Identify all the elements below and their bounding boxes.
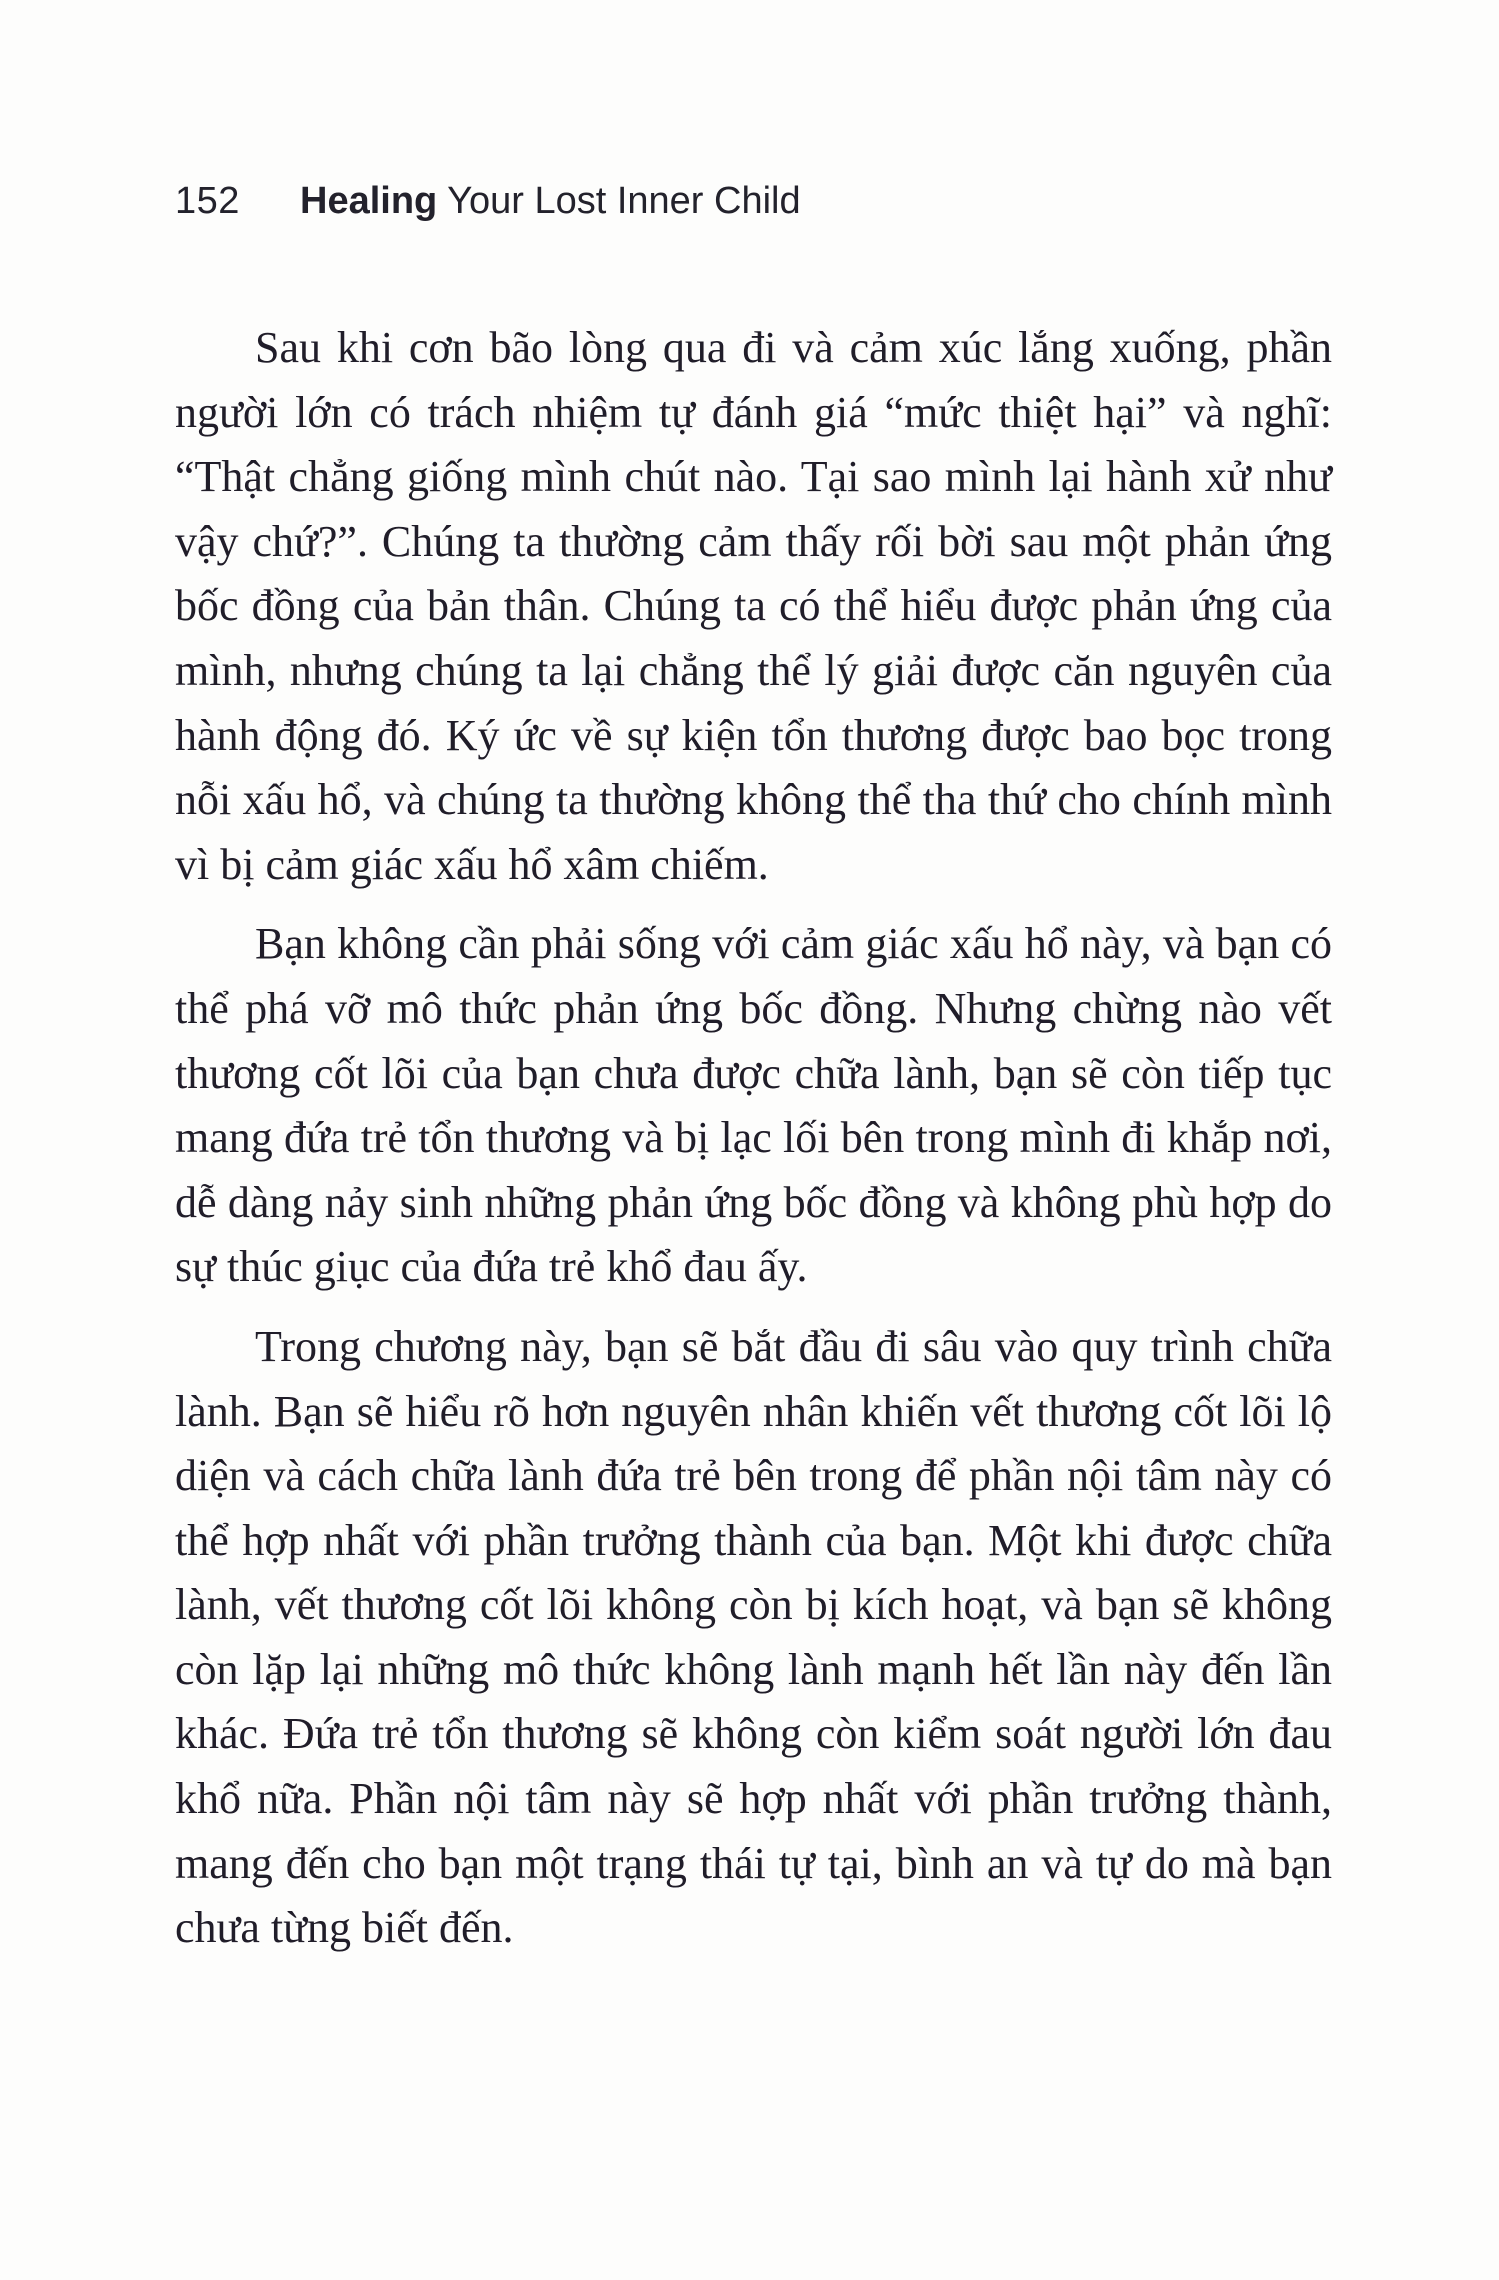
- page-body-text: [175, 316, 1332, 1976]
- paragraph: Sau khi cơn bão lòng qua đi và cảm xúc lắng xuống, phần người lớn có trách nhiệm tự đánh giá “mức thiệt hại” và nghĩ: “Thật chẳng giống mình chút nào. Tại sao mình lại hành xử như vậy chứ?”. Chúng ta thường cảm thấy rối bời sau một phản ứng bốc đồng của bản thân. Chúng ta có thể hiểu được phản ứng của mình, nhưng chúng ta lại chẳng thể lý giải được căn nguyên của hành động đó. Ký ức về sự kiện tổn thương được bao bọc trong nỗi xấu hổ, và chúng ta thường không thể tha thứ cho chính mình vì bị cảm giác xấu hổ xâm chiếm.: [175, 323, 1332, 889]
- book-title: [300, 180, 801, 222]
- page-number: 152: [175, 180, 240, 222]
- paragraph: Trong chương này, bạn sẽ bắt đầu đi sâu vào quy trình chữa lành. Bạn sẽ hiểu rõ hơn nguyên nhân khiến vết thương cốt lõi lộ diện và cách chữa lành đứa trẻ bên trong để phần nội tâm này có thể hợp nhất với phần trưởng thành của bạn. Một khi được chữa lành, vết thương cốt lõi không còn bị kích hoạt, và bạn sẽ không còn lặp lại những mô thức không lành mạnh hết lần này đến lần khác. Đứa trẻ tổn thương sẽ không còn kiểm soát người lớn đau khổ nữa. Phần nội tâm này sẽ hợp nhất với phần trưởng thành, mang đến cho bạn một trạng thái tự tại, bình an và tự do mà bạn chưa từng biết đến.: [175, 1321, 1332, 1953]
- book-title-bold: Healing: [300, 180, 438, 222]
- running-header: [175, 180, 1375, 226]
- paragraph: Bạn không cần phải sống với cảm giác xấu hổ này, và bạn có thể phá vỡ mô thức phản ứng bốc đồng. Nhưng chừng nào vết thương cốt lõi của bạn chưa được chữa lành, bạn sẽ còn tiếp tục mang đứa trẻ tổn thương và bị lạc lối bên trong mình đi khắp nơi, dễ dàng nảy sinh những phản ứng bốc đồng và không phù hợp do sự thúc giục của đứa trẻ khổ đau ấy.: [175, 919, 1332, 1292]
- book-title-rest: Your Lost Inner Child: [437, 180, 801, 222]
